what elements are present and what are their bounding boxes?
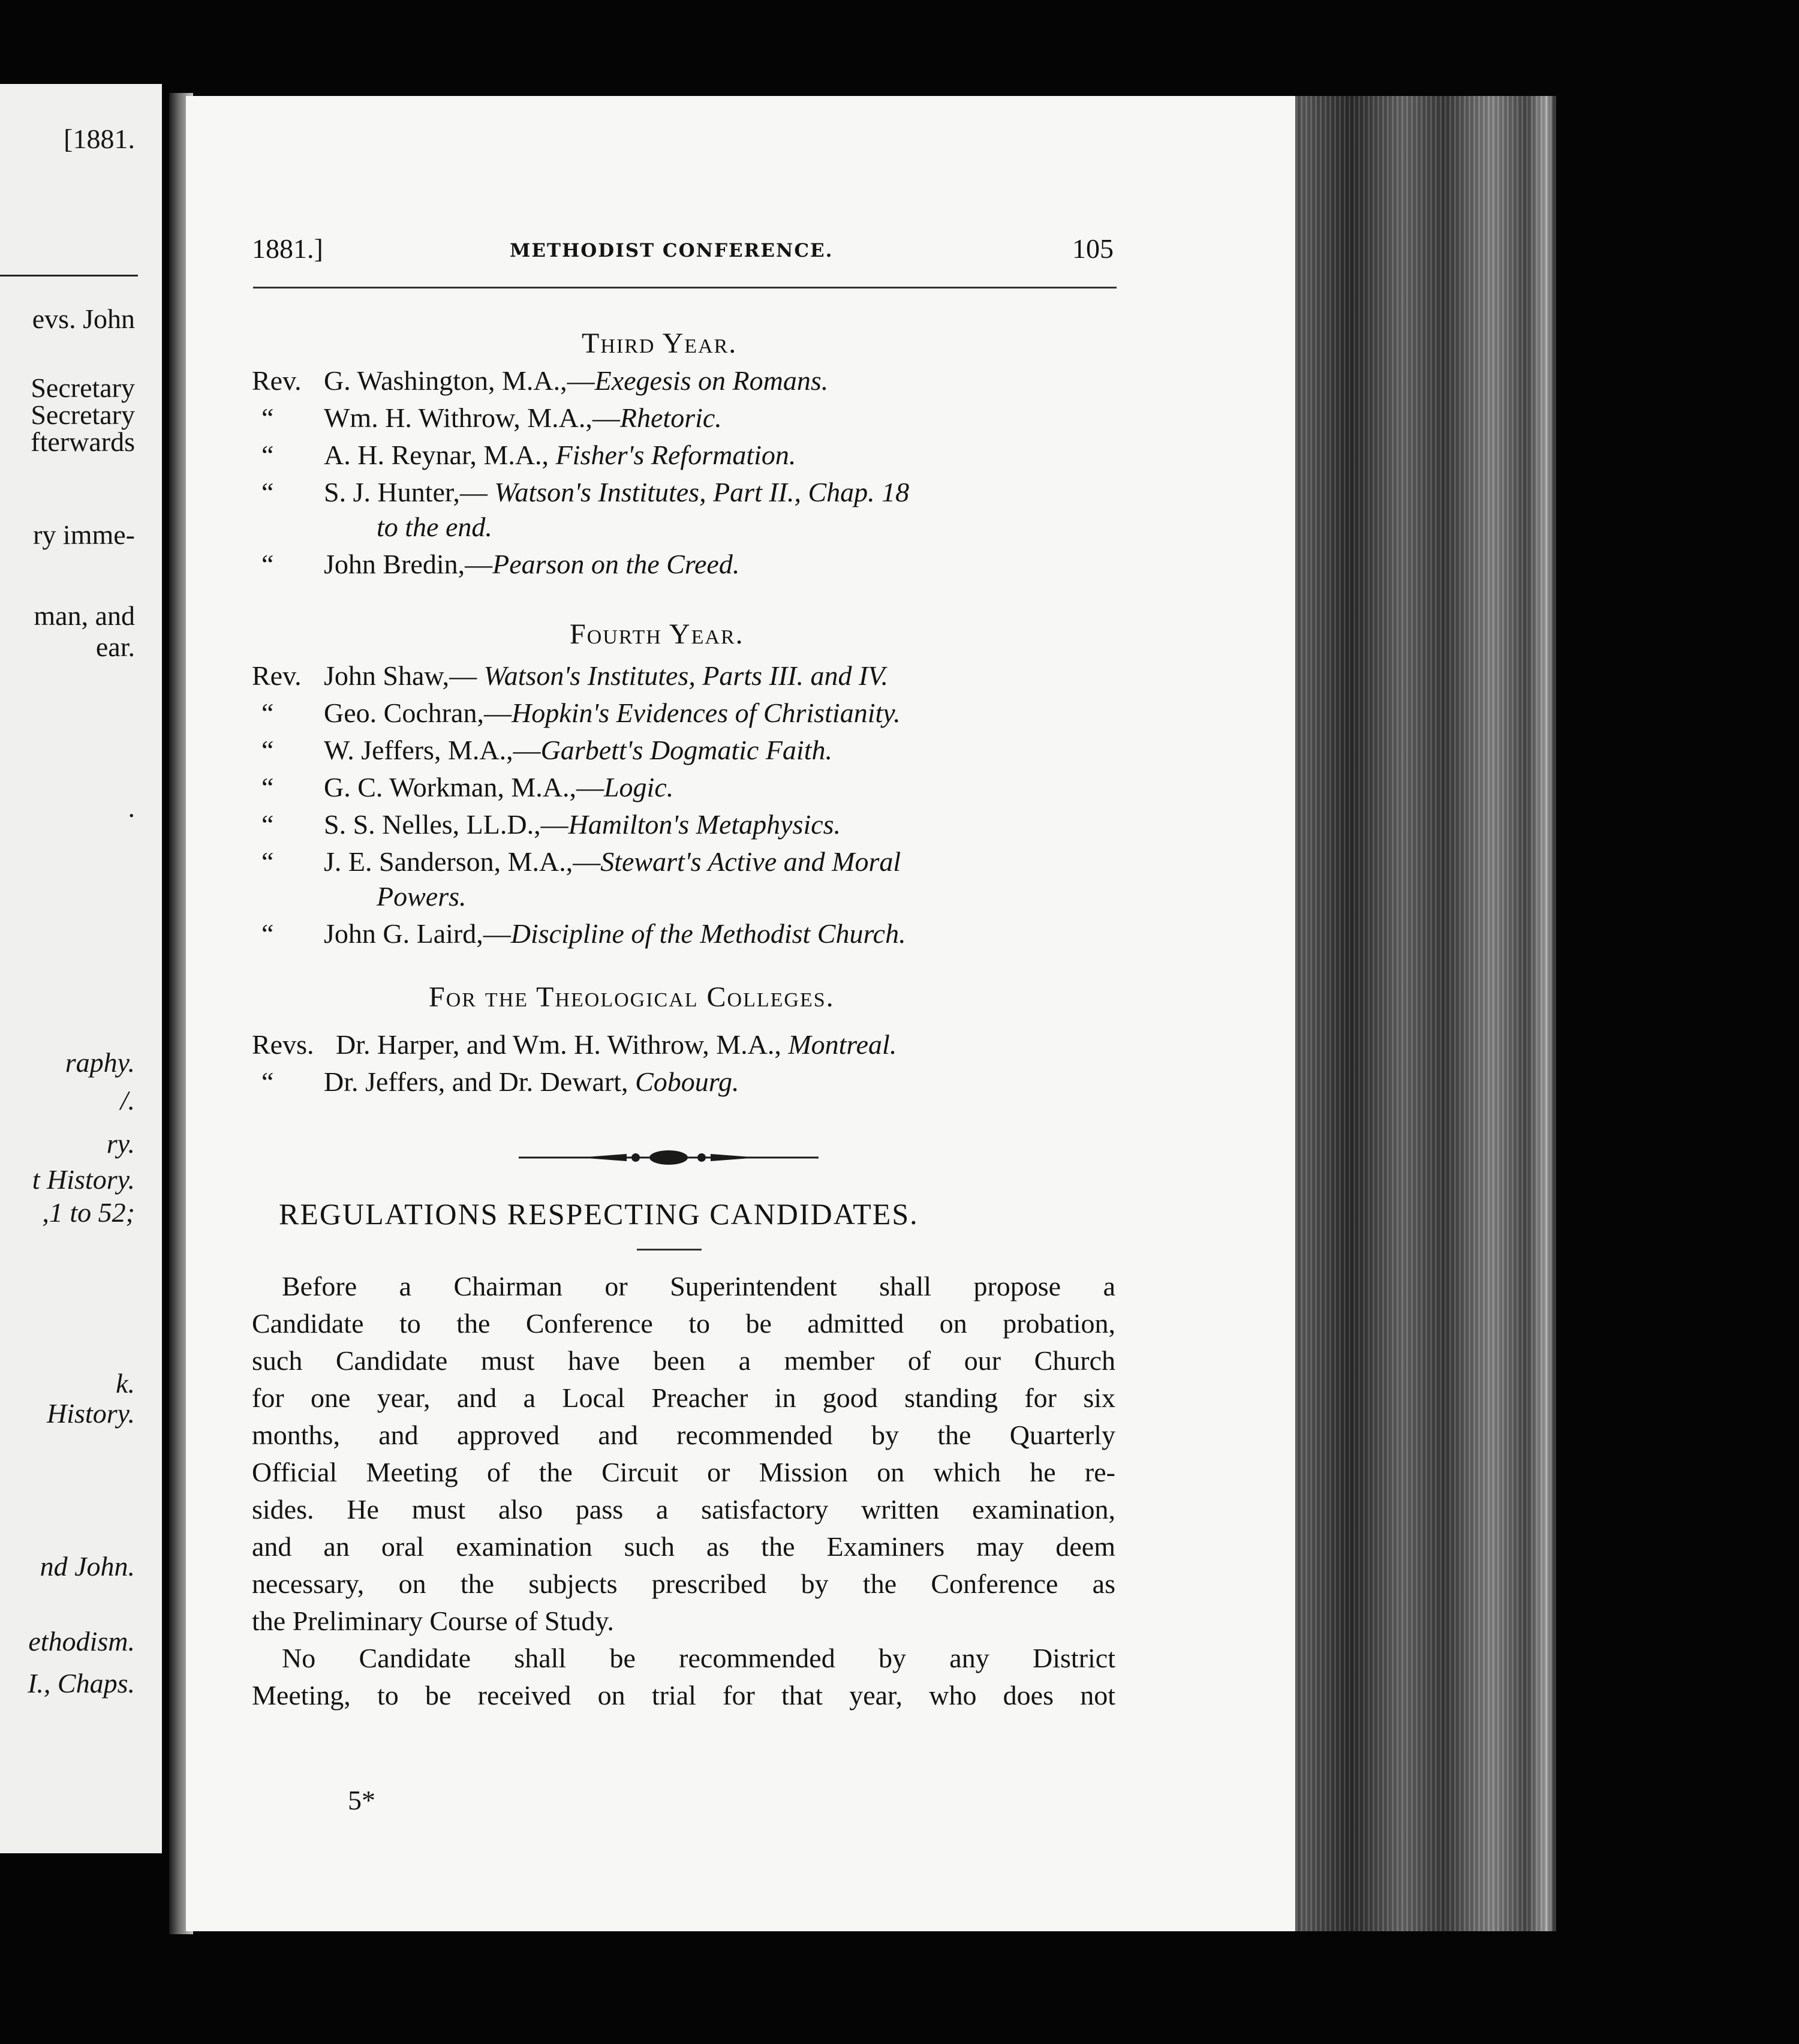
ornament-divider	[519, 1146, 819, 1170]
entry-prefix: “	[261, 1066, 274, 1097]
left-page-fragment: ry imme-	[33, 519, 135, 550]
entry-name: John Bredin,—	[324, 549, 493, 579]
entry-line	[252, 771, 673, 803]
entry-line	[252, 1066, 739, 1098]
entry-name: Wm. H. Withrow, M.A.,—	[324, 402, 620, 433]
entry-subject: Pearson on the Creed.	[492, 549, 740, 579]
running-head-rule	[253, 287, 1117, 288]
entry-line	[252, 808, 841, 840]
entry-continuation: to the end.	[377, 512, 492, 542]
left-page	[0, 84, 162, 1853]
left-page-fragment: .	[128, 792, 135, 823]
paragraph-line: the Preliminary Course of Study.	[252, 1606, 614, 1636]
entry-place: Montreal.	[788, 1029, 897, 1060]
entry-line	[252, 1029, 897, 1060]
left-page-fragment: ethodism.	[28, 1626, 135, 1657]
entry-line	[252, 918, 906, 949]
left-page-fragment: [1881.	[64, 124, 135, 154]
entry-name: S. J. Hunter,—	[324, 477, 495, 507]
entry-prefix: “	[261, 477, 274, 507]
paragraph-line: Before a Chairman or Superintendent shall propose a	[282, 1271, 1115, 1301]
entry-prefix: “	[261, 846, 274, 877]
entry-prefix: “	[261, 549, 274, 579]
theological-colleges-heading: For the Theological Colleges.	[429, 981, 835, 1013]
left-page-fragment: k.	[116, 1368, 135, 1399]
entry-subject: Rhetoric.	[619, 402, 722, 433]
entry-subject: Exegesis on Romans.	[594, 365, 829, 396]
entry-line	[252, 697, 901, 729]
paragraph-line: Meeting, to be received on trial for that year, who does not	[252, 1680, 1115, 1711]
entry-prefix: “	[261, 402, 274, 433]
left-page-fragment: Secretary	[31, 399, 135, 430]
entry-prefix: “	[261, 918, 274, 949]
entry-prefix: Rev.	[252, 365, 302, 396]
running-head-title: METHODIST CONFERENCE.	[510, 240, 834, 261]
entry-continuation: Powers.	[377, 881, 467, 912]
left-page-head-rule	[0, 275, 138, 276]
entry-name: A. H. Reynar, M.A.,	[324, 440, 556, 470]
entry-subject: Watson's Institutes, Parts III. and IV.	[483, 660, 888, 691]
left-page-fragment: I., Chaps.	[28, 1668, 135, 1699]
left-page-fragment: fterwards	[31, 426, 135, 457]
entry-name: G. C. Workman, M.A.,—	[324, 772, 604, 802]
entry-line	[252, 548, 739, 580]
right-page	[186, 96, 1295, 1931]
left-page-fragment: man, and	[34, 600, 135, 631]
entry-line	[252, 402, 722, 434]
entry-prefix: “	[261, 809, 274, 840]
entry-prefix: “	[261, 698, 274, 728]
entry-subject: Hamilton's Metaphysics.	[568, 809, 841, 840]
left-page-fragment: ear.	[95, 632, 135, 662]
paragraph-line: such Candidate must have been a member of our Church	[252, 1345, 1115, 1376]
paragraph-line: months, and approved and recommended by the Quarterly	[252, 1420, 1115, 1450]
entry-prefix: “	[261, 440, 274, 470]
page-number: 105	[1072, 233, 1114, 264]
left-page-fragment: ,1 to 52;	[42, 1197, 135, 1228]
entry-line	[252, 734, 832, 766]
left-page-fragment: Secretary	[31, 372, 135, 403]
paragraph-line: and an oral examination such as the Examiners may deem	[252, 1531, 1115, 1562]
left-page-fragment: History.	[47, 1398, 135, 1429]
entry-line	[252, 365, 828, 396]
entry-prefix: “	[261, 772, 274, 802]
left-page-fragment: evs. John	[32, 303, 135, 334]
entry-subject: Logic.	[603, 772, 674, 802]
entry-subject: Fisher's Reformation.	[555, 440, 796, 470]
running-head-year: 1881.]	[252, 233, 323, 264]
left-page-fragment: raphy.	[65, 1047, 135, 1078]
paragraph-line: Candidate to the Conference to be admitted on probation,	[252, 1308, 1115, 1339]
fourth-year-heading: Fourth Year.	[570, 618, 744, 650]
paragraph-line: No Candidate shall be recommended by any District	[282, 1643, 1115, 1673]
entry-subject: Garbett's Dogmatic Faith.	[540, 735, 832, 765]
entry-prefix: “	[261, 735, 274, 765]
left-page-fragment: /.	[120, 1085, 135, 1116]
entry-name: Dr. Jeffers, and Dr. Dewart,	[324, 1066, 636, 1097]
entry-name: S. S. Nelles, LL.D.,—	[324, 809, 568, 840]
entry-line	[252, 660, 888, 692]
entry-subject: Stewart's Active and Moral	[600, 846, 901, 877]
paragraph-line: sides. He must also pass a satisfactory written examination,	[252, 1494, 1115, 1525]
entry-line	[252, 439, 796, 471]
entry-subject: Hopkin's Evidences of Christianity.	[511, 698, 901, 728]
left-page-fragment: t History.	[32, 1164, 135, 1195]
entry-name: John G. Laird,—	[324, 918, 511, 949]
entry-line	[252, 846, 901, 877]
regulations-short-rule	[637, 1249, 702, 1251]
paragraph-line: Official Meeting of the Circuit or Mission on which he re-	[252, 1457, 1115, 1487]
regulations-heading: REGULATIONS RESPECTING CANDIDATES.	[279, 1197, 919, 1231]
left-page-fragment: nd John.	[40, 1551, 135, 1582]
entry-name: Dr. Harper, and Wm. H. Withrow, M.A.,	[336, 1029, 789, 1060]
entry-name: G. Washington, M.A.,—	[324, 365, 595, 396]
paragraph-line: necessary, on the subjects prescribed by the Conference as	[252, 1568, 1115, 1599]
entry-name: W. Jeffers, M.A.,—	[324, 735, 541, 765]
entry-name: J. E. Sanderson, M.A.,—	[324, 846, 601, 877]
entry-name: John Shaw,—	[324, 660, 484, 691]
entry-prefix: Revs.	[252, 1029, 314, 1060]
entry-place: Cobourg.	[635, 1066, 739, 1097]
entry-line	[252, 476, 909, 508]
entry-prefix: Rev.	[252, 660, 302, 691]
left-page-fragment: ry.	[106, 1128, 135, 1159]
entry-subject: Watson's Institutes, Part II., Chap. 18	[494, 477, 910, 507]
paragraph-line: for one year, and a Local Preacher in good standing for six	[252, 1382, 1115, 1413]
entry-name: Geo. Cochran,—	[324, 698, 512, 728]
page-edges	[1262, 96, 1556, 1931]
third-year-heading: Third Year.	[582, 327, 738, 359]
signature-mark: 5*	[348, 1785, 375, 1815]
entry-subject: Discipline of the Methodist Church.	[510, 918, 906, 949]
